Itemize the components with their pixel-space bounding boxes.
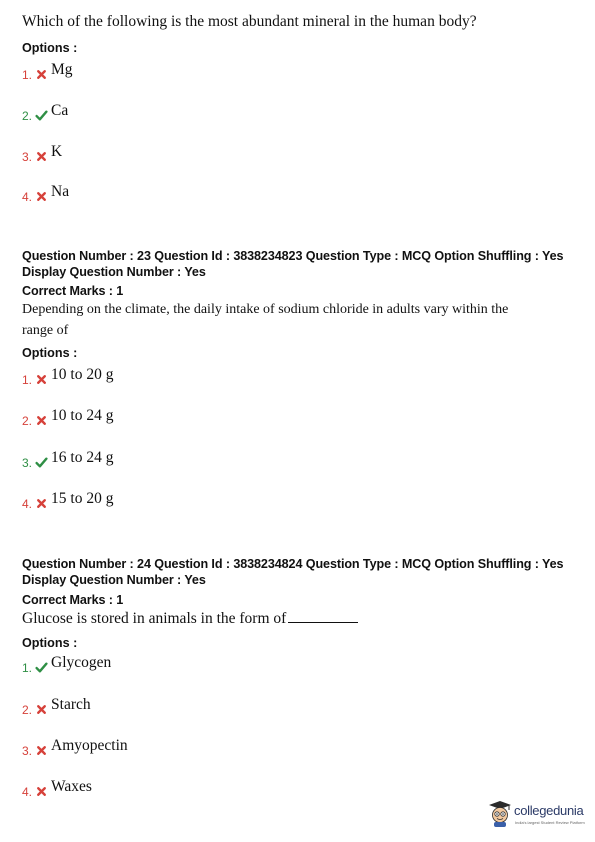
q23-option-3: [22, 450, 113, 470]
option-number: 1.: [22, 661, 33, 675]
q23-meta-line-1: Question Number : 23 Question Id : 3838234823 Question Type : MCQ Option Shuffling : Yes: [22, 249, 564, 263]
q22-options-label: Options :: [22, 41, 78, 55]
option-number: 1.: [22, 68, 33, 82]
q22-option-1: [22, 62, 73, 82]
option-text: Mg: [51, 61, 73, 78]
option-text: Na: [51, 183, 70, 200]
option-text: Glycogen: [51, 654, 112, 671]
option-text: 16 to 24 g: [51, 449, 114, 466]
option-number: 2.: [22, 703, 33, 717]
check-icon: [35, 109, 48, 122]
option-number: 3.: [22, 150, 33, 164]
check-icon: [35, 661, 48, 674]
option-number: 4.: [22, 190, 33, 204]
option-number: 3.: [22, 744, 33, 758]
q24-options-label: Options :: [22, 636, 78, 650]
option-number: 3.: [22, 456, 33, 470]
option-number: 2.: [22, 109, 33, 123]
option-text: Amyopectin: [51, 737, 128, 754]
q24-meta-line-2: Display Question Number : Yes: [22, 573, 206, 587]
option-text: 15 to 20 g: [51, 490, 114, 507]
q23-correct-marks: Correct Marks : 1: [22, 284, 124, 298]
q24-question-text-content: Glucose is stored in animals in the form of: [22, 610, 287, 627]
collegedunia-logo: [488, 800, 588, 830]
option-text: 10 to 24 g: [51, 407, 114, 424]
option-text: Ca: [51, 102, 69, 119]
cross-icon: [35, 414, 48, 427]
option-text: Waxes: [51, 778, 92, 795]
q24-option-4: [22, 779, 92, 799]
cross-icon: [35, 190, 48, 203]
q24-question-text: [22, 610, 358, 628]
option-text: 10 to 20 g: [51, 366, 114, 383]
q23-question-text-line-1: Depending on the climate, the daily intake of sodium chloride in adults vary within the: [22, 302, 509, 317]
q24-option-3: [22, 738, 128, 758]
option-text: Starch: [51, 696, 91, 713]
cross-icon: [35, 68, 48, 81]
cross-icon: [35, 785, 48, 798]
option-number: 4.: [22, 497, 33, 511]
q22-option-3: [22, 144, 62, 164]
cross-icon: [35, 373, 48, 386]
q22-option-2: [22, 103, 68, 123]
answer-blank: [288, 610, 358, 623]
option-number: 2.: [22, 414, 33, 428]
option-text: K: [51, 143, 63, 160]
q23-options-label: Options :: [22, 346, 78, 360]
q23-option-4: [22, 491, 113, 511]
check-icon: [35, 456, 48, 469]
q24-option-2: [22, 697, 91, 717]
brand-name: collegedunia: [514, 803, 584, 818]
cross-icon: [35, 703, 48, 716]
q22-question-text: Which of the following is the most abundant mineral in the human body?: [22, 13, 477, 30]
cross-icon: [35, 744, 48, 757]
q22-option-4: [22, 184, 69, 204]
q24-correct-marks: Correct Marks : 1: [22, 593, 124, 607]
brand-tagline: India's largest Student Review Platform: [515, 820, 585, 825]
q23-option-1: [22, 367, 113, 387]
q23-option-2: [22, 408, 113, 428]
mascot-icon: [488, 800, 512, 828]
cross-icon: [35, 150, 48, 163]
option-number: 1.: [22, 373, 33, 387]
cross-icon: [35, 497, 48, 510]
q23-question-text-line-2: range of: [22, 323, 69, 338]
q24-meta-line-1: Question Number : 24 Question Id : 3838234824 Question Type : MCQ Option Shuffling : Yes: [22, 557, 564, 571]
q24-option-1: [22, 655, 111, 675]
option-number: 4.: [22, 785, 33, 799]
q23-meta-line-2: Display Question Number : Yes: [22, 265, 206, 279]
